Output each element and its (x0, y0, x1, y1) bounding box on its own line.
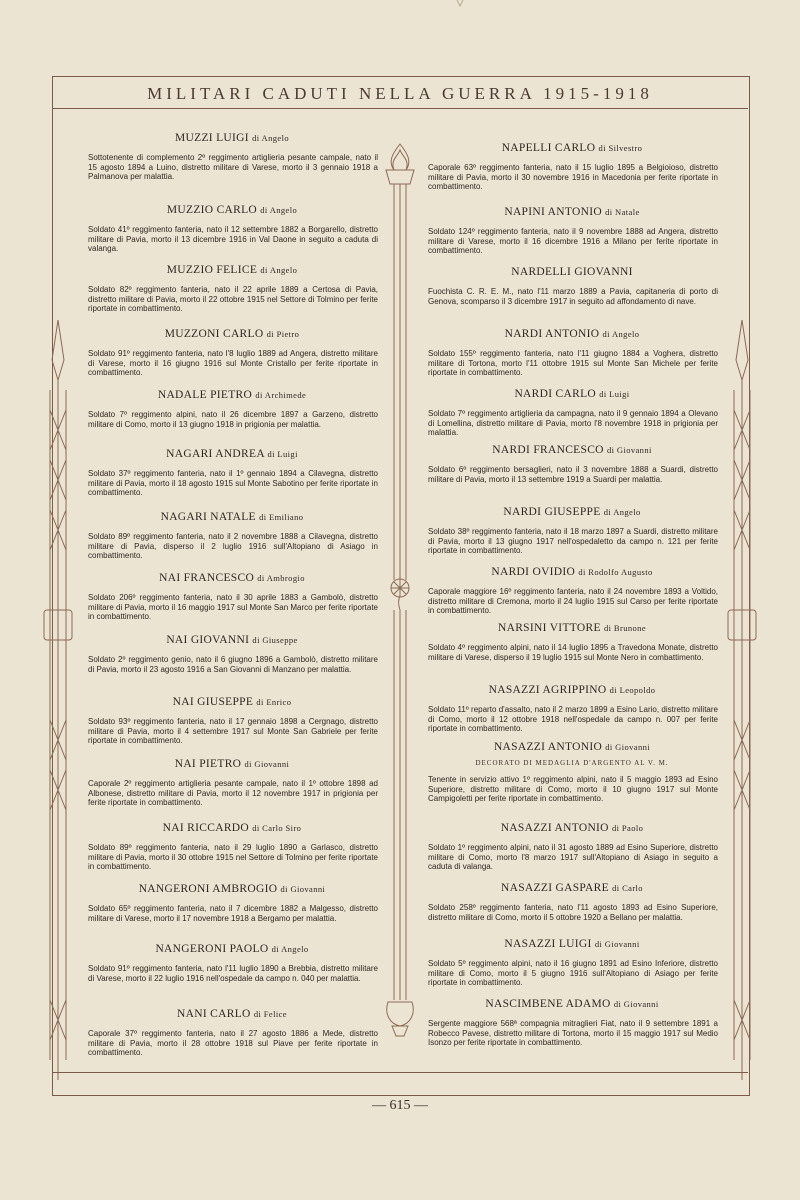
entry-name: NASAZZI ANTONIO di Paolo (500, 822, 644, 834)
entry-name: NAPINI ANTONIO di Natale (504, 206, 640, 218)
page-number: — 615 — (372, 1098, 428, 1113)
entry-text: Soldato 7º reggimento alpini, nato il 26 dicembre 1897 a Garzeno, distretto militare di Como, morto il 13 giugno 1918 in prigionia per malattia. (88, 410, 378, 429)
entry-name: NAI GIUSEPPE di Enrico (172, 696, 292, 708)
entry-text: Soldato 89º reggimento fanteria, nato il 29 luglio 1890 a Garlasco, distretto militare di Pavia, morto il 30 ottobre 1915 nel Settore di Tolmino per ferite riportate in combattimento. (88, 843, 378, 871)
list-item (82, 132, 382, 182)
entry-name: NARDI OVIDIO di Rodolfo Augusto (491, 566, 653, 578)
entry-text: Soldato 65º reggimento fanteria, nato il 7 dicembre 1882 a Malgesso, distretto militare di Varese, morto il 17 novembre 1918 a Bergamo per malattia. (88, 904, 378, 923)
list-item (422, 206, 722, 256)
entry-text: Soldato 89º reggimento fanteria, nato il 2 novembre 1888 a Cilavegna, distretto militare di Pavia, disperso il 2 luglio 1916 sull'Altopiano di Asiago in combattimento. (88, 532, 378, 560)
list-item (422, 684, 722, 734)
list-item (82, 572, 382, 622)
entry-text: Soldato 258º reggimento fanteria, nato l'11 agosto 1893 ad Esino Superiore, distretto militare di Como, morto il 5 ottobre 1920 a Bellano per malattia. (428, 903, 718, 922)
entry-name: NARDI CARLO di Luigi (514, 388, 630, 400)
list-item (82, 943, 382, 983)
list-item (82, 758, 382, 808)
list-item (82, 1008, 382, 1058)
entry-name: NARDI GIUSEPPE di Angelo (503, 506, 641, 518)
entry-text: Soldato 82º reggimento fanteria, nato il 22 aprile 1889 a Certosa di Pavia, distretto militare di Pavia, morto il 22 ottobre 1915 nel Settore di Tolmino per ferite riportate in combattimento. (88, 285, 378, 313)
entry-name: NASCIMBENE ADAMO di Giovanni (485, 998, 659, 1010)
entry-name: NASAZZI GASPARE di Carlo (501, 882, 643, 894)
entry-text: Sottotenente di complemento 2º reggimento artiglieria pesante campale, nato il 15 agosto 1894 a Luino, distretto militare di Varese, morto il 3 gennaio 1918 a Palmanova per malattia. (88, 153, 378, 181)
entry-text: Sergente maggiore 568ª compagnia mitraglieri Fiat, nato il 9 settembre 1891 a Robecco Pavese, distretto militare di Tortona, morto il 15 maggio 1917 sul Medio Isonzo per ferite riportate in combattimento. (428, 1019, 718, 1047)
list-item (422, 506, 722, 556)
entry-name: NAPELLI CARLO di Silvestro (501, 142, 643, 154)
list-item (422, 142, 722, 192)
entry-text: Caporale maggiore 16º reggimento fanteria, nato il 24 novembre 1893 a Voltido, distretto militare di Cremona, morto il 24 luglio 1915 sul Carso per ferite riportate in combattimento. (428, 587, 718, 615)
entry-name: NAGARI NATALE di Emiliano (160, 511, 304, 523)
entry-text: Soldato 7º reggimento artiglieria da campagna, nato il 9 gennaio 1894 a Olevano di Lomellina, distretto militare di Pavia, morto l'8 novembre 1918 in prigionia per malattia. (428, 409, 718, 437)
footer-rule (52, 1072, 748, 1073)
entry-name: NAI GIOVANNI di Giuseppe (166, 634, 298, 646)
entry-name: NAI RICCARDO di Carlo Siro (162, 822, 302, 834)
entry-text: Soldato 41º reggimento fanteria, nato il 12 settembre 1882 a Borgarello, distretto militare di Pavia, morto il 13 dicembre 1916 in Val Daone in seguito a caduta di valanga. (88, 225, 378, 253)
entry-text: Caporale 2º reggimento artiglieria pesante campale, nato il 1º ottobre 1898 ad Albonese, distretto militare di Pavia, morto il 12 novembre 1917 in prigionia per ferite riportate in combattimento. (88, 779, 378, 807)
entry-name: NAGARI ANDREA di Luigi (166, 448, 298, 460)
list-item (422, 388, 722, 438)
entry-text: Soldato 11º reparto d'assalto, nato il 2 marzo 1899 a Esino Lario, distretto militare di Como, morto il 12 ottobre 1918 nell'ospedale da campo n. 007 per ferite riportate in combattimento. (428, 705, 718, 733)
entry-name: NARDI FRANCESCO di Giovanni (492, 444, 652, 456)
entry-text: Soldato 91º reggimento fanteria, nato l'8 luglio 1889 ad Angera, distretto militare di Varese, morto il 16 giugno 1916 sul Monte Cristallo per ferite riportate in combattimento. (88, 349, 378, 377)
list-item (82, 822, 382, 872)
list-item (82, 264, 382, 314)
list-item (82, 328, 382, 378)
entry-name: NANI CARLO di Felice (177, 1008, 287, 1020)
list-item (422, 266, 722, 306)
entry-text: Caporale 63º reggimento fanteria, nato il 15 luglio 1895 a Belgioioso, distretto militare di Pavia, morto il 30 novembre 1916 in Macedonia per ferite riportate in combattimento. (428, 163, 718, 191)
entry-name: NAI PIETRO di Giovanni (174, 758, 290, 770)
entry-name: NARDELLI GIOVANNI (511, 266, 633, 278)
entry-name: NASAZZI LUIGI di Giovanni (504, 938, 640, 950)
list-item (82, 696, 382, 746)
list-item (422, 622, 722, 662)
entry-name: NASAZZI AGRIPPINO di Leopoldo (488, 684, 656, 696)
list-item (422, 741, 722, 804)
list-item (82, 448, 382, 498)
entry-text: Soldato 124º reggimento fanteria, nato il 9 novembre 1888 ad Angera, distretto militare di Varese, morto il 16 dicembre 1916 a Milano per ferite riportate in combattimento. (428, 227, 718, 255)
list-item (422, 566, 722, 616)
entry-text: Soldato 91º reggimento fanteria, nato l'11 luglio 1890 a Brebbia, distretto militare di Varese, morto il 22 luglio 1916 nell'ospedale da campo n. 040 per malattia. (88, 964, 378, 983)
entry-text: Caporale 37º reggimento fanteria, nato il 27 agosto 1886 a Mede, distretto militare di Pavia, morto il 28 ottobre 1918 sul Piave per ferite riportate in combattimento. (88, 1029, 378, 1057)
entry-name: MUZZI LUIGI di Angelo (175, 132, 289, 144)
entry-name: MUZZONI CARLO di Pietro (164, 328, 300, 340)
entry-name: MUZZIO CARLO di Angelo (166, 204, 298, 216)
list-item (82, 883, 382, 923)
list-item (422, 444, 722, 484)
entry-text: Tenente in servizio attivo 1º reggimento alpini, nato il 5 maggio 1893 ad Esino Superiore, distretto militare di Como, morto il 10 giugno 1917 sul Monte Campigoletti per ferite riportate in combattimento. (428, 775, 718, 803)
center-torch-pole-icon (380, 140, 420, 1040)
list-item (82, 511, 382, 561)
entry-name: NANGERONI PAOLO di Angelo (155, 943, 309, 955)
entry-text: Soldato 4º reggimento alpini, nato il 14 luglio 1895 a Travedona Monate, distretto militare di Varese, disperso il 19 luglio 1915 sul Monte Nero in combattimento. (428, 643, 718, 662)
medal-decoration-note: DECORATO DI MEDAGLIA D'ARGENTO AL V. M. (475, 759, 669, 767)
entry-text: Soldato 37º reggimento fanteria, nato il 1º gennaio 1894 a Cilavegna, distretto militare di Pavia, morto il 18 agosto 1915 sul Monte Sabotino per ferite riportate in combattimento. (88, 469, 378, 497)
entry-text: Fuochista C. R. E. M., nato l'11 marzo 1889 a Pavia, capitaneria di porto di Genova, scomparso il 3 dicembre 1917 in seguito ad affondamento di nave. (428, 287, 718, 306)
entry-name: NANGERONI AMBROGIO di Giovanni (138, 883, 326, 895)
entry-name: NASAZZI ANTONIO di Giovanni (493, 741, 651, 753)
page-title: MILITARI CADUTI NELLA GUERRA 1915-1918 (147, 84, 653, 103)
entry-text: Soldato 2º reggimento genio, nato il 6 giugno 1896 a Gambolò, distretto militare di Pavia, morto il 23 agosto 1916 a San Giovanni di Manzano per malattia. (88, 655, 378, 674)
list-item (422, 882, 722, 922)
scan-mark-icon (455, 0, 465, 8)
list-item (422, 328, 722, 378)
entry-name: MUZZIO FELICE di Angelo (166, 264, 298, 276)
entry-name: NADALE PIETRO di Archimede (157, 389, 307, 401)
entry-text: Soldato 155º reggimento fanteria, nato l'11 giugno 1884 a Voghera, distretto militare di Tortona, morto l'11 ottobre 1915 sul Monte San Michele per ferite riportate in combattimento. (428, 349, 718, 377)
right-lance-ornament-icon (724, 320, 760, 1090)
list-item (82, 634, 382, 674)
list-item (422, 938, 722, 988)
entry-name: NARSINI VITTORE di Brunone (498, 622, 646, 634)
entry-name: NARDI ANTONIO di Angelo (504, 328, 640, 340)
entry-text: Soldato 5º reggimento alpini, nato il 16 giugno 1891 ad Esino Inferiore, distretto militare di Como, morto il 5 giugno 1916 sull'Altopiano di Asiago per ferite riportate in combattimento. (428, 959, 718, 987)
entry-text: Soldato 1º reggimento alpini, nato il 31 agosto 1889 ad Esino Superiore, distretto militare di Como, morto l'8 marzo 1917 sull'Altopiano di Asiago in seguito a caduta di valanga. (428, 843, 718, 871)
list-item (422, 998, 722, 1048)
entry-text: Soldato 93º reggimento fanteria, nato il 17 gennaio 1898 a Cergnago, distretto militare di Pavia, morto il 4 settembre 1917 sul Monte San Gabriele per ferite riportate in combattimento. (88, 717, 378, 745)
entry-text: Soldato 206º reggimento fanteria, nato il 30 aprile 1883 a Gambolò, distretto militare di Pavia, morto il 16 maggio 1917 sul Monte San Marco per ferite riportate in combattimento. (88, 593, 378, 621)
entry-text: Soldato 38º reggimento fanteria, nato il 18 marzo 1897 a Suardi, distretto militare di Pavia, morto il 13 giugno 1917 nell'ospedaletto da campo n. 121 per ferite riportate in combattimento. (428, 527, 718, 555)
list-item (82, 204, 382, 254)
entry-text: Soldato 6º reggimento bersaglieri, nato il 3 novembre 1888 a Suardi, distretto militare di Pavia, morto il 13 settembre 1919 a Suardi per malattia. (428, 465, 718, 484)
list-item (82, 389, 382, 429)
list-item (422, 822, 722, 872)
left-lance-ornament-icon (40, 320, 76, 1090)
entry-name: NAI FRANCESCO di Ambrogio (159, 572, 305, 584)
